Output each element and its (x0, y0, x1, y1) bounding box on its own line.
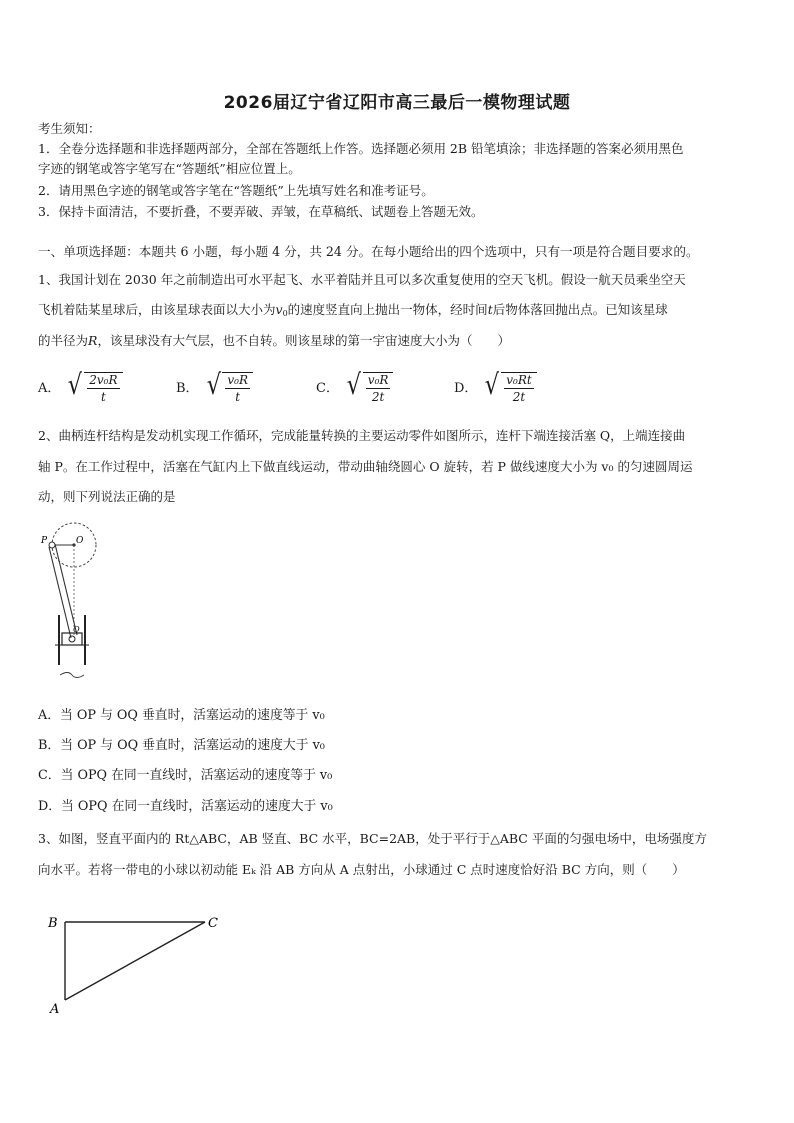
q2-line-2: 轴 P。在工作过程中，活塞在气缸内上下做直线运动，带动曲轴绕圆心 O 旋转，若 P 做线速度大小为 v₀ 的匀速圆周运 (38, 459, 693, 474)
svg-text:P: P (41, 536, 48, 546)
svg-text:O: O (76, 536, 84, 546)
sqrt-expression: √ $\frac{\text{v₀R}}{2t}$ (345, 367, 393, 405)
q3-line-1: 3、如图，竖直平面内的 Rt△ABC，AB 竖直、BC 水平，BC=2AB，处于平行于△ABC 平面的匀强电场中，电场强度方 (38, 831, 707, 846)
q1-line-1: 1、我国计划在 2030 年之前制造出可水平起飞、水平着陆并且可以多次重复使用的空天飞机。假设一航天员乘坐空天 (38, 272, 686, 287)
notice-item-2: 2．请用黑色字迹的钢笔或答字笔在“答题纸”上先填写姓名和准考证号。 (38, 183, 434, 198)
sqrt-expression: √ $\frac{\text{v₀Rt}}{2t}$ (483, 367, 536, 405)
q2-choice-c: C．当 OPQ 在同一直线时，活塞运动的速度等于 v₀ (38, 768, 333, 783)
q1-line-2: 飞机着陆某星球后，由该星球表面以大小为$v_0$的速度竖直向上抛出一物体，经时间t后物体落回抛出点。已知该星球 (38, 302, 668, 318)
notice-heading: 考生须知： (38, 121, 101, 136)
notice-item-3: 3．保持卡面清洁，不要折叠，不要弄破、弄皱，在草稿纸、试题卷上答题无效。 (38, 204, 484, 219)
q2-line-1: 2、曲柄连杆结构是发动机实现工作循环，完成能量转换的主要运动零件如图所示，连杆下端连接活塞 Q，上端连接曲 (38, 428, 686, 443)
q1-option-c: C． √ $\frac{\text{v₀R}}{2t}$ (316, 367, 393, 405)
svg-text:A: A (50, 1002, 60, 1017)
svg-text:B: B (48, 916, 58, 931)
q2-choice-d: D．当 OPQ 在同一直线时，活塞运动的速度大于 v₀ (38, 799, 333, 814)
q3-line-2: 向水平。若将一带电的小球以初动能 Eₖ 沿 AB 方向从 A 点射出，小球通过 C 点时速度恰好沿 BC 方向，则（ ） (38, 862, 685, 877)
crank-mechanism-figure (30, 515, 110, 690)
exam-title: 2026届辽宁省辽阳市高三最后一模物理试题 (223, 93, 571, 113)
sqrt-expression: √ $\frac{\text{2v₀R}}{t}$ (66, 367, 122, 405)
q2-choice-a: A．当 OP 与 OQ 垂直时，活塞运动的速度等于 v₀ (38, 708, 325, 723)
q1-option-b: B． √ $\frac{\text{v₀R}}{t}$ (176, 367, 253, 405)
section-heading: 一、单项选择题：本题共 6 小题，每小题 4 分，共 24 分。在每小题给出的四个选项中，只有一项是符合题目要求的。 (38, 244, 699, 259)
svg-text:C: C (208, 916, 218, 931)
svg-text:Q: Q (73, 625, 80, 634)
notice-item-1: 1．全卷分选择题和非选择题两部分，全部在答题纸上作答。选择题必须用 2B 铅笔填涂；非选择题的答案必须用黑色 (38, 141, 684, 156)
q1-line-3: 的半径为R，该星球没有大气层，也不自转。则该星球的第一宇宙速度大小为（ ） (38, 333, 510, 348)
q2-line-3: 动，则下列说法正确的是 (38, 489, 176, 504)
sqrt-expression: √ $\frac{\text{v₀R}}{t}$ (205, 367, 253, 405)
q2-choice-b: B．当 OP 与 OQ 垂直时，活塞运动的速度大于 v₀ (38, 738, 325, 753)
right-triangle-figure (40, 905, 240, 1025)
q1-option-d: D． √ $\frac{\text{v₀Rt}}{2t}$ (454, 367, 537, 405)
q1-option-a: A． √ $\frac{\text{2v₀R}}{t}$ (38, 367, 123, 405)
notice-item-1-cont: 字迹的钢笔或答字笔写在“答题纸”相应位置上。 (38, 161, 301, 176)
